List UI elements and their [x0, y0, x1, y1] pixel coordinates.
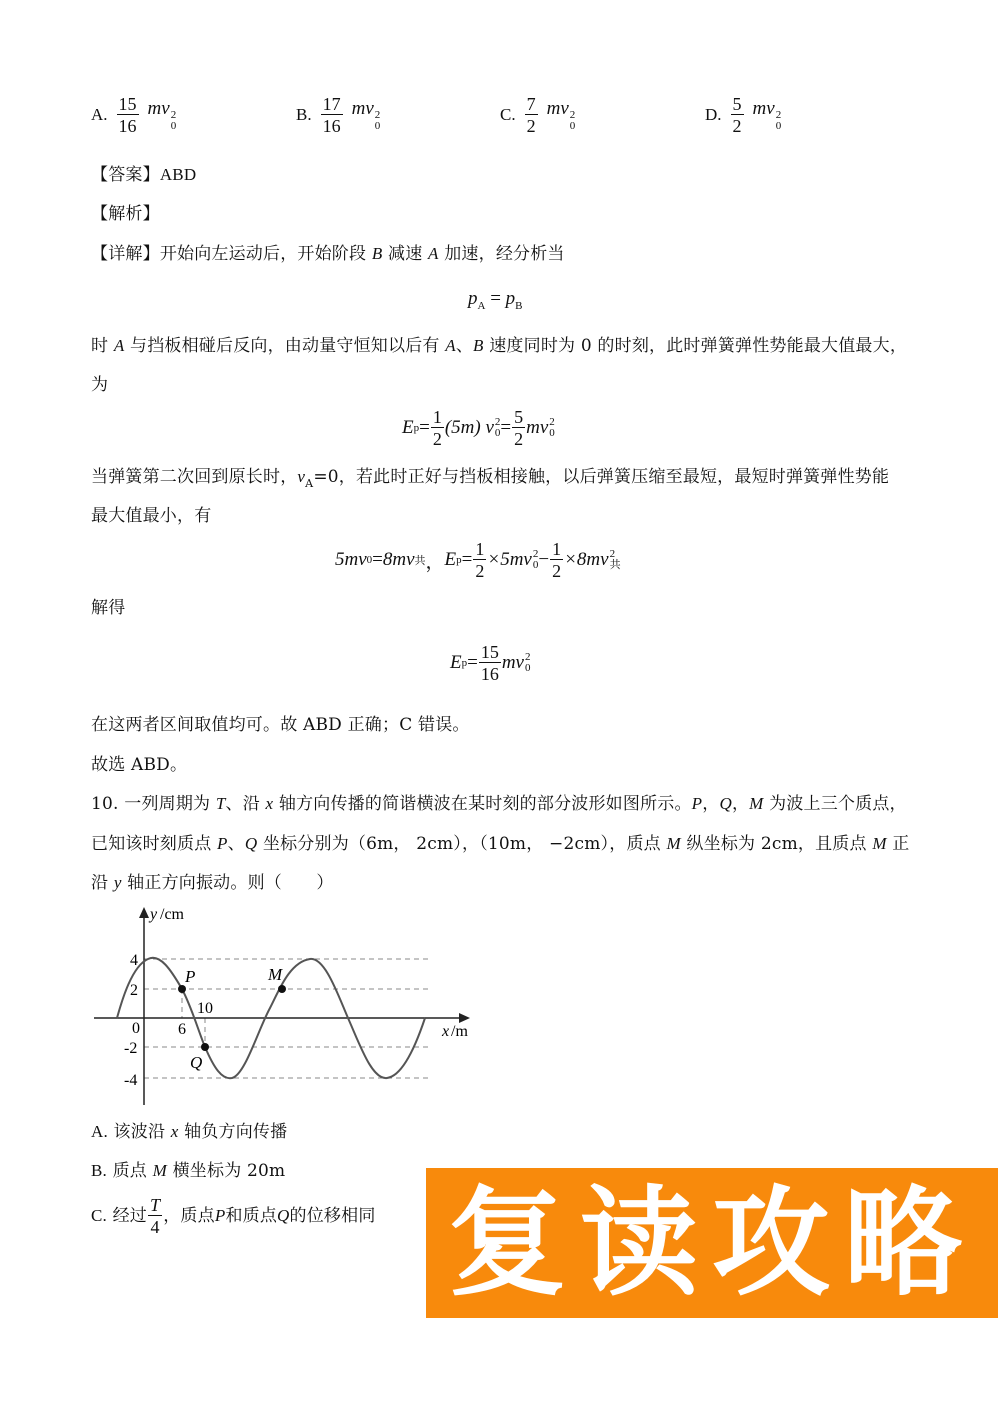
svg-text:/m: /m [451, 1023, 468, 1040]
equation-max-energy: E p = $\frac{1}{2}$ (5m) v 2 0 = $\frac{5}{2}$ mv 2 0 [402, 407, 555, 449]
paragraph-line: 最大值最小，有 [91, 506, 212, 526]
paragraph-line: 时 A 与挡板相碰后反向，由动量守恒知以后有 A、B 速度同时为 0 的时刻，此时弹簧弹性势能最大值最大， [91, 336, 908, 356]
option-b: B. $\frac{17}{16}$ mv 2 0 [296, 94, 381, 136]
svg-text:4: 4 [130, 952, 138, 969]
conclusion: 在这两者区间取值均可。故 ABD 正确；C 错误。 [91, 715, 470, 735]
svg-text:P: P [185, 967, 196, 986]
wave-graph [0, 0, 500, 1120]
equation-min-energy: 5mv 0 = 8mv 共 ， E p = $\frac{1}{2}$ ×5mv 2 0 − $\frac{1}{2}$ ×8mv 2 共 [335, 539, 621, 581]
q10-option-a: A. 该波沿 x 轴负方向传播 [91, 1122, 288, 1142]
svg-text:x: x [442, 1023, 450, 1040]
answer-tag: 【答案】 [91, 165, 160, 185]
svg-text:6: 6 [178, 1021, 186, 1038]
svg-text:0: 0 [132, 1020, 140, 1037]
svg-text:10: 10 [197, 1000, 213, 1017]
option-label: A. [91, 105, 108, 124]
equation-result: E p = $\frac{15}{16}$ mv 2 0 [450, 642, 531, 684]
option-label: B. [296, 105, 312, 124]
option-a: A. $\frac{15}{16}$ mv 2 0 [91, 94, 177, 136]
svg-text:2: 2 [130, 982, 138, 999]
question-10-stem-line3: 沿 y 轴正方向振动。则（ ） [91, 873, 334, 893]
watermark-banner [426, 1168, 998, 1318]
x-axis-arrow-icon [459, 1013, 470, 1023]
svg-text:y: y [150, 906, 158, 923]
final-answer: 故选 ABD。 [91, 755, 188, 775]
question-10-stem-line2: 已知该时刻质点 P、Q 坐标分别为（6m， 2cm），（10m， −2cm），质点 M 纵坐标为 2cm，且质点 M 正 [91, 834, 910, 854]
paragraph-line: 为 [91, 375, 109, 395]
option-d: D. $\frac{5}{2}$ mv 2 0 [705, 94, 782, 136]
point-m [278, 985, 286, 993]
fraction: $\frac{5}{2}$ [732, 94, 742, 136]
y-axis-arrow-icon [139, 907, 149, 918]
paragraph-line: 当弹簧第二次回到原长时，$v_A=0$，若此时正好与挡板相接触，以后弹簧压缩至最短，最短时弹簧弹性势能 [91, 467, 890, 490]
equation-momentum: $p_A = p_B$ [468, 288, 523, 312]
option-label: C. [500, 105, 516, 124]
detail-line: 【详解】开始向左运动后，开始阶段 B 减速 A 加速，经分析当 [91, 244, 565, 264]
point-q [201, 1043, 209, 1051]
fraction: $\frac{15}{16}$ [118, 94, 137, 136]
point-p [178, 985, 186, 993]
q10-option-c: C. 经过 $\frac{T}{4}$ ，质点 P 和质点 Q 的位移相同 [91, 1195, 376, 1237]
option-c: C. $\frac{7}{2}$ mv 2 0 [500, 94, 576, 136]
banner-text: 复读攻略 [447, 1174, 976, 1312]
fraction: $\frac{17}{16}$ [322, 94, 341, 136]
answer-value: ABD [159, 165, 197, 184]
svg-text:-4: -4 [124, 1072, 138, 1089]
solve-label: 解得 [91, 598, 126, 618]
option-label: D. [705, 105, 722, 124]
question-10-stem-line1: 10. 一列周期为 T、沿 x 轴方向传播的简谐横波在某时刻的部分波形如图所示。P，Q，M 为波上三个质点， [91, 794, 907, 814]
svg-text:-2: -2 [124, 1040, 138, 1057]
svg-text:Q: Q [190, 1053, 203, 1072]
fraction: $\frac{7}{2}$ [526, 94, 536, 136]
svg-text:M: M [268, 965, 283, 984]
q10-option-b: B. 质点 M 横坐标为 20m [91, 1161, 286, 1181]
svg-text:/cm: /cm [160, 906, 184, 923]
analysis-tag: 【解析】 [91, 204, 160, 224]
